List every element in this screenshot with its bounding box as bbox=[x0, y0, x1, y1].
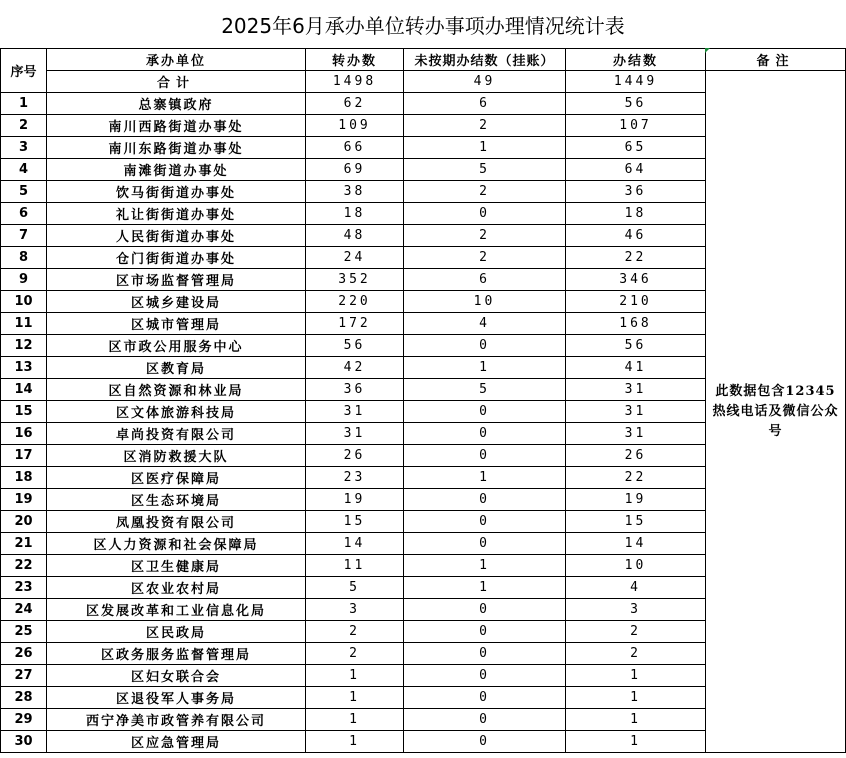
row-transferred: 220 bbox=[306, 291, 404, 313]
row-seq: 22 bbox=[1, 555, 47, 577]
row-transferred: 2 bbox=[306, 643, 404, 665]
row-transferred: 1 bbox=[306, 731, 404, 753]
row-seq: 12 bbox=[1, 335, 47, 357]
row-seq: 3 bbox=[1, 137, 47, 159]
row-unit: 区医疗保障局 bbox=[47, 467, 306, 489]
row-completed: 1 bbox=[566, 665, 706, 687]
row-pending: 5 bbox=[404, 379, 566, 401]
row-completed: 18 bbox=[566, 203, 706, 225]
row-unit: 礼让街街道办事处 bbox=[47, 203, 306, 225]
row-completed: 3 bbox=[566, 599, 706, 621]
row-unit: 总寨镇政府 bbox=[47, 93, 306, 115]
row-unit: 区市场监督管理局 bbox=[47, 269, 306, 291]
row-transferred: 26 bbox=[306, 445, 404, 467]
total-label: 合计 bbox=[47, 71, 306, 93]
row-seq: 9 bbox=[1, 269, 47, 291]
row-completed: 41 bbox=[566, 357, 706, 379]
row-transferred: 1 bbox=[306, 687, 404, 709]
row-transferred: 5 bbox=[306, 577, 404, 599]
row-seq: 19 bbox=[1, 489, 47, 511]
row-pending: 2 bbox=[404, 225, 566, 247]
row-transferred: 14 bbox=[306, 533, 404, 555]
row-seq: 2 bbox=[1, 115, 47, 137]
row-unit: 人民街街道办事处 bbox=[47, 225, 306, 247]
row-pending: 0 bbox=[404, 489, 566, 511]
row-transferred: 11 bbox=[306, 555, 404, 577]
row-seq: 14 bbox=[1, 379, 47, 401]
header-completed: 办结数 bbox=[566, 49, 706, 71]
statistics-table bbox=[0, 48, 846, 753]
row-pending: 0 bbox=[404, 731, 566, 753]
row-seq: 6 bbox=[1, 203, 47, 225]
row-transferred: 42 bbox=[306, 357, 404, 379]
row-seq: 18 bbox=[1, 467, 47, 489]
header-unit: 承办单位 bbox=[47, 49, 306, 71]
row-pending: 0 bbox=[404, 511, 566, 533]
row-pending: 0 bbox=[404, 203, 566, 225]
row-pending: 0 bbox=[404, 665, 566, 687]
row-pending: 0 bbox=[404, 643, 566, 665]
total-completed: 1449 bbox=[566, 71, 706, 93]
remark-cell: 此数据包含12345热线电话及微信公众号 bbox=[706, 71, 846, 753]
row-completed: 2 bbox=[566, 621, 706, 643]
row-completed: 10 bbox=[566, 555, 706, 577]
row-pending: 1 bbox=[404, 577, 566, 599]
row-seq: 17 bbox=[1, 445, 47, 467]
row-pending: 0 bbox=[404, 401, 566, 423]
row-unit: 区应急管理局 bbox=[47, 731, 306, 753]
row-pending: 0 bbox=[404, 335, 566, 357]
row-completed: 1 bbox=[566, 687, 706, 709]
row-completed: 2 bbox=[566, 643, 706, 665]
row-unit: 饮马街街道办事处 bbox=[47, 181, 306, 203]
row-unit: 凤凰投资有限公司 bbox=[47, 511, 306, 533]
row-completed: 168 bbox=[566, 313, 706, 335]
row-seq: 10 bbox=[1, 291, 47, 313]
row-seq: 29 bbox=[1, 709, 47, 731]
table-title: 2025年6月承办单位转办事项办理情况统计表 bbox=[221, 13, 625, 38]
row-unit: 区人力资源和社会保障局 bbox=[47, 533, 306, 555]
total-transferred: 1498 bbox=[306, 71, 404, 93]
row-unit: 区妇女联合会 bbox=[47, 665, 306, 687]
row-pending: 0 bbox=[404, 599, 566, 621]
row-transferred: 48 bbox=[306, 225, 404, 247]
row-completed: 346 bbox=[566, 269, 706, 291]
row-transferred: 19 bbox=[306, 489, 404, 511]
row-transferred: 31 bbox=[306, 423, 404, 445]
row-transferred: 18 bbox=[306, 203, 404, 225]
row-transferred: 38 bbox=[306, 181, 404, 203]
row-unit: 区农业农村局 bbox=[47, 577, 306, 599]
row-seq: 26 bbox=[1, 643, 47, 665]
row-pending: 1 bbox=[404, 467, 566, 489]
row-completed: 1 bbox=[566, 731, 706, 753]
row-completed: 31 bbox=[566, 401, 706, 423]
row-unit: 区教育局 bbox=[47, 357, 306, 379]
row-completed: 36 bbox=[566, 181, 706, 203]
row-seq: 27 bbox=[1, 665, 47, 687]
row-completed: 14 bbox=[566, 533, 706, 555]
row-unit: 区发展改革和工业信息化局 bbox=[47, 599, 306, 621]
row-unit: 仓门街街道办事处 bbox=[47, 247, 306, 269]
row-pending: 4 bbox=[404, 313, 566, 335]
row-pending: 0 bbox=[404, 423, 566, 445]
row-pending: 5 bbox=[404, 159, 566, 181]
row-unit: 区退役军人事务局 bbox=[47, 687, 306, 709]
row-unit: 区自然资源和林业局 bbox=[47, 379, 306, 401]
row-unit: 西宁净美市政管养有限公司 bbox=[47, 709, 306, 731]
row-pending: 2 bbox=[404, 181, 566, 203]
row-completed: 22 bbox=[566, 247, 706, 269]
row-unit: 区文体旅游科技局 bbox=[47, 401, 306, 423]
row-seq: 20 bbox=[1, 511, 47, 533]
row-transferred: 69 bbox=[306, 159, 404, 181]
row-completed: 1 bbox=[566, 709, 706, 731]
row-pending: 0 bbox=[404, 621, 566, 643]
row-completed: 15 bbox=[566, 511, 706, 533]
row-transferred: 2 bbox=[306, 621, 404, 643]
row-completed: 56 bbox=[566, 93, 706, 115]
row-transferred: 66 bbox=[306, 137, 404, 159]
row-seq: 30 bbox=[1, 731, 47, 753]
row-unit: 区消防救援大队 bbox=[47, 445, 306, 467]
row-transferred: 3 bbox=[306, 599, 404, 621]
row-unit: 区生态环境局 bbox=[47, 489, 306, 511]
row-pending: 6 bbox=[404, 269, 566, 291]
total-pending: 49 bbox=[404, 71, 566, 93]
row-completed: 26 bbox=[566, 445, 706, 467]
row-seq: 5 bbox=[1, 181, 47, 203]
header-remark: 备注 bbox=[706, 49, 846, 71]
row-pending: 1 bbox=[404, 555, 566, 577]
row-unit: 区城乡建设局 bbox=[47, 291, 306, 313]
row-transferred: 62 bbox=[306, 93, 404, 115]
row-completed: 46 bbox=[566, 225, 706, 247]
row-completed: 22 bbox=[566, 467, 706, 489]
row-transferred: 15 bbox=[306, 511, 404, 533]
row-seq: 8 bbox=[1, 247, 47, 269]
row-transferred: 36 bbox=[306, 379, 404, 401]
row-pending: 0 bbox=[404, 445, 566, 467]
row-transferred: 23 bbox=[306, 467, 404, 489]
row-seq: 25 bbox=[1, 621, 47, 643]
row-unit: 区民政局 bbox=[47, 621, 306, 643]
row-transferred: 1 bbox=[306, 665, 404, 687]
row-seq: 13 bbox=[1, 357, 47, 379]
row-transferred: 24 bbox=[306, 247, 404, 269]
row-transferred: 31 bbox=[306, 401, 404, 423]
row-seq: 24 bbox=[1, 599, 47, 621]
row-completed: 56 bbox=[566, 335, 706, 357]
header-seq: 序号 bbox=[1, 49, 47, 93]
header-pending: 未按期办结数（挂账） bbox=[404, 49, 566, 71]
row-unit: 区政务服务监督管理局 bbox=[47, 643, 306, 665]
row-unit: 区市政公用服务中心 bbox=[47, 335, 306, 357]
row-unit: 区卫生健康局 bbox=[47, 555, 306, 577]
row-pending: 2 bbox=[404, 115, 566, 137]
row-transferred: 352 bbox=[306, 269, 404, 291]
row-unit: 卓尚投资有限公司 bbox=[47, 423, 306, 445]
row-pending: 0 bbox=[404, 709, 566, 731]
row-completed: 107 bbox=[566, 115, 706, 137]
header-transferred: 转办数 bbox=[306, 49, 404, 71]
row-completed: 31 bbox=[566, 379, 706, 401]
header-row bbox=[1, 49, 846, 71]
row-completed: 64 bbox=[566, 159, 706, 181]
row-transferred: 172 bbox=[306, 313, 404, 335]
row-seq: 1 bbox=[1, 93, 47, 115]
row-transferred: 56 bbox=[306, 335, 404, 357]
row-seq: 4 bbox=[1, 159, 47, 181]
row-seq: 23 bbox=[1, 577, 47, 599]
row-unit: 南川东路街道办事处 bbox=[47, 137, 306, 159]
cell-comment-marker bbox=[705, 48, 710, 53]
row-transferred: 109 bbox=[306, 115, 404, 137]
row-seq: 11 bbox=[1, 313, 47, 335]
row-seq: 21 bbox=[1, 533, 47, 555]
row-pending: 2 bbox=[404, 247, 566, 269]
row-unit: 区城市管理局 bbox=[47, 313, 306, 335]
row-pending: 1 bbox=[404, 357, 566, 379]
row-seq: 7 bbox=[1, 225, 47, 247]
total-row bbox=[1, 71, 846, 93]
row-pending: 1 bbox=[404, 137, 566, 159]
row-pending: 6 bbox=[404, 93, 566, 115]
row-pending: 10 bbox=[404, 291, 566, 313]
row-pending: 0 bbox=[404, 533, 566, 555]
row-pending: 0 bbox=[404, 687, 566, 709]
row-seq: 15 bbox=[1, 401, 47, 423]
row-completed: 31 bbox=[566, 423, 706, 445]
row-unit: 南川西路街道办事处 bbox=[47, 115, 306, 137]
row-completed: 4 bbox=[566, 577, 706, 599]
row-seq: 28 bbox=[1, 687, 47, 709]
row-seq: 16 bbox=[1, 423, 47, 445]
row-transferred: 1 bbox=[306, 709, 404, 731]
row-completed: 19 bbox=[566, 489, 706, 511]
row-completed: 65 bbox=[566, 137, 706, 159]
row-unit: 南滩街道办事处 bbox=[47, 159, 306, 181]
row-completed: 210 bbox=[566, 291, 706, 313]
